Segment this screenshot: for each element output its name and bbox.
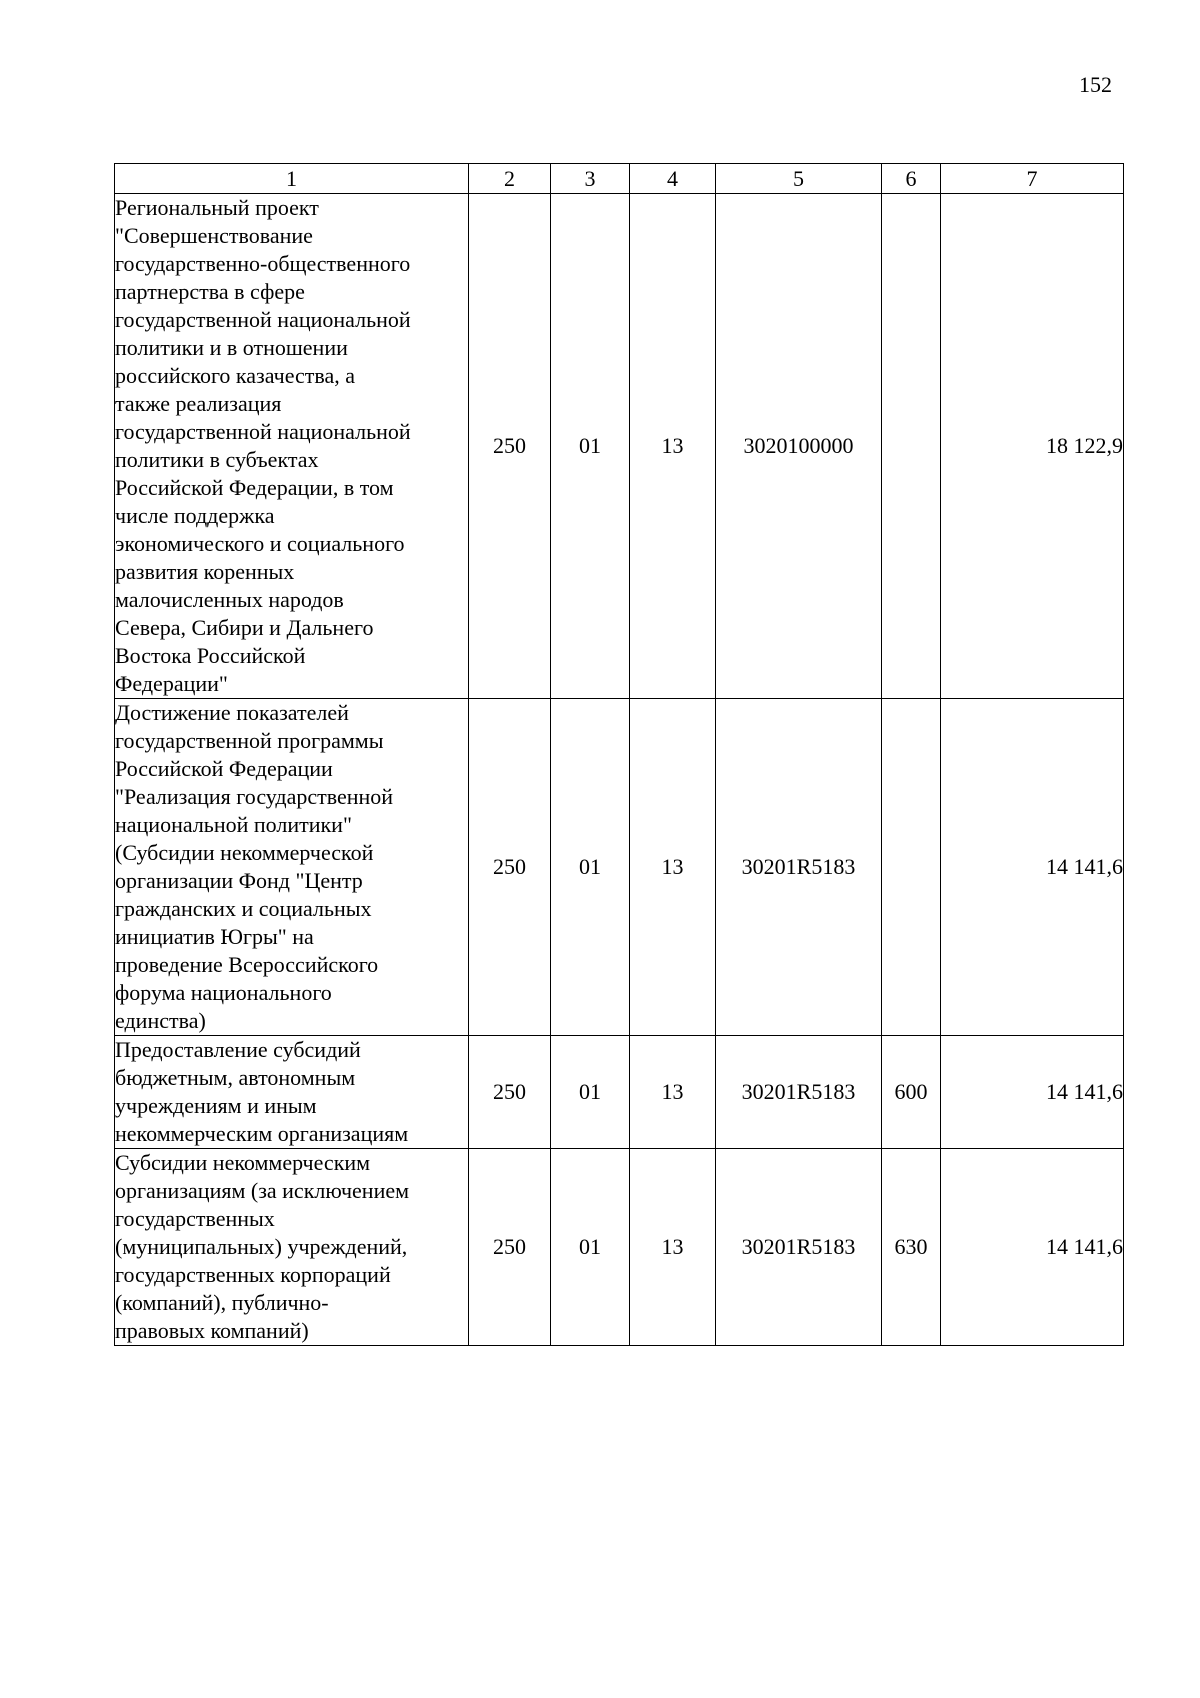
column-header: 2 — [469, 164, 551, 194]
row-name-cell: Региональный проект "Совершенствование государственно-общественного партнерства в сфере государственной национальной политики и в отношении российского казачества, а также реализация государственной национальной политики в субъектах Российской Федерации, в том числе поддержка экономического и социального развития коренных малочисленных народов Севера, Сибири и Дальнего Востока Российской Федерации" — [115, 194, 469, 699]
target-article-cell: 30201R5183 — [716, 1149, 882, 1346]
ministry-code-cell: 250 — [469, 1149, 551, 1346]
section-code-cell: 01 — [551, 1036, 630, 1149]
table-row — [115, 1036, 1124, 1149]
table-header-row — [115, 164, 1124, 194]
column-header: 1 — [115, 164, 469, 194]
column-header: 6 — [882, 164, 941, 194]
expense-type-cell — [882, 194, 941, 699]
target-article-cell: 30201R5183 — [716, 1036, 882, 1149]
expense-type-cell — [882, 699, 941, 1036]
section-code-cell: 01 — [551, 699, 630, 1036]
subsection-code-cell: 13 — [630, 194, 716, 699]
amount-cell: 14 141,6 — [941, 1036, 1124, 1149]
row-name-cell: Предоставление субсидий бюджетным, автономным учреждениям и иным некоммерческим организациям — [115, 1036, 469, 1149]
amount-cell: 18 122,9 — [941, 194, 1124, 699]
ministry-code-cell: 250 — [469, 1036, 551, 1149]
table-row — [115, 1149, 1124, 1346]
ministry-code-cell: 250 — [469, 699, 551, 1036]
subsection-code-cell: 13 — [630, 699, 716, 1036]
column-header: 3 — [551, 164, 630, 194]
table-row — [115, 699, 1124, 1036]
column-header: 7 — [941, 164, 1124, 194]
amount-cell: 14 141,6 — [941, 699, 1124, 1036]
row-name-cell: Субсидии некоммерческим организациям (за исключением государственных (муниципальных) учреждений, государственных корпораций (компаний), публично- правовых компаний) — [115, 1149, 469, 1346]
ministry-code-cell: 250 — [469, 194, 551, 699]
page-number: 152 — [1079, 72, 1112, 97]
column-header: 4 — [630, 164, 716, 194]
section-code-cell: 01 — [551, 1149, 630, 1346]
subsection-code-cell: 13 — [630, 1036, 716, 1149]
budget-table — [114, 163, 1124, 1346]
subsection-code-cell: 13 — [630, 1149, 716, 1346]
amount-cell: 14 141,6 — [941, 1149, 1124, 1346]
section-code-cell: 01 — [551, 194, 630, 699]
table-row — [115, 194, 1124, 699]
target-article-cell: 30201R5183 — [716, 699, 882, 1036]
row-name-cell: Достижение показателей государственной программы Российской Федерации "Реализация государственной национальной политики" (Субсидии некоммерческой организации Фонд "Центр гражданских и социальных инициатив Югры" на проведение Всероссийского форума национального единства) — [115, 699, 469, 1036]
column-header: 5 — [716, 164, 882, 194]
expense-type-cell: 630 — [882, 1149, 941, 1346]
target-article-cell: 3020100000 — [716, 194, 882, 699]
expense-type-cell: 600 — [882, 1036, 941, 1149]
